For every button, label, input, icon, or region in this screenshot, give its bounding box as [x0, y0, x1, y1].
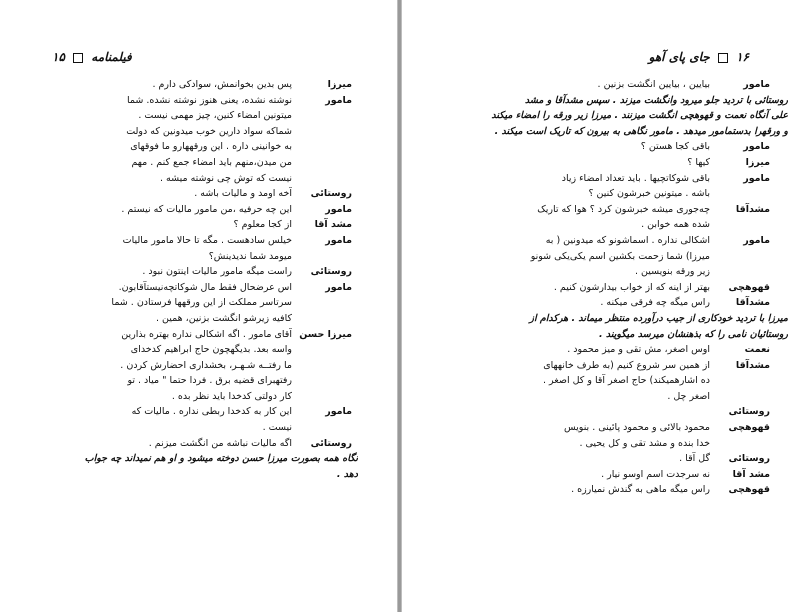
speaker-name: مامور: [743, 172, 770, 184]
speaker-name: روستائی: [310, 437, 352, 449]
dialogue-line: بیایین ، بیایین انگشت بزنین .: [597, 79, 710, 90]
dialogue-line: آقای مامور . اگه اشکالی نداره بهتره بذارین: [121, 328, 292, 340]
speaker-name: مامور: [743, 234, 770, 246]
left-page-number: ۱۵: [52, 50, 65, 64]
dialogue-line: نوشته نشده، یعنی هنوز نوشته نشده. شما: [126, 94, 292, 106]
speaker-name: روستائی: [310, 188, 352, 200]
dialogue-line: ده اشارهمیکند) حاج اصغر آقا و کل اصغر .: [543, 375, 710, 387]
dialogue-line: اوس اصغر، مش تقی و میز محمود .: [567, 344, 710, 356]
stage-direction-line: دهد .: [336, 468, 358, 480]
box-ornament-icon: [718, 53, 728, 63]
dialogue-row: [62, 404, 352, 435]
dialogue-line: باقی شوکاتچیها . باید تعداد امضاء زیاد: [561, 172, 710, 184]
dialogue-line: کیها ؟: [687, 156, 710, 168]
stage-direction-line: علی آنگاه نعمت و قهوهچی انگشت میزنند . میرزا زیر ورقه را امضاء میکند: [491, 110, 788, 122]
left-page-title: فیلمنامه: [91, 50, 132, 64]
dialogue-row: [480, 342, 770, 358]
speaker-name: روستائی: [310, 266, 352, 278]
dialogue-row: [480, 358, 770, 405]
dialogue-line: رفتهبرای قضیه برق . فردا حتما " میاد . تو: [127, 375, 292, 387]
dialogue-line: اس عرضحال فقط مال شوکاتچه‌نیستآقابون.: [118, 281, 292, 293]
speaker-name: مامور: [743, 141, 770, 153]
dialogue-line: نه سرجدت اسم اوسو نیار .: [601, 468, 710, 480]
dialogue-row: [62, 327, 352, 405]
dialogue-row: [62, 77, 352, 93]
dialogue-row: [480, 420, 770, 451]
dialogue-line: نیست .: [262, 422, 292, 434]
dialogue-row: [480, 467, 770, 483]
speaker-name: نعمت: [744, 344, 770, 356]
right-page-title: جای پای آهو: [648, 50, 710, 64]
dialogue-line: راست میگه مامور مالیات اینتون نبود .: [142, 266, 292, 278]
stage-direction-line: و ورقهرا بدستمامور میدهد . مامور نگاهی به بیرون که تاریک است میکند .: [494, 125, 788, 137]
dialogue-row: [62, 186, 352, 202]
dialogue-line: راس میگه ماهی به گندش نمیارزه .: [571, 484, 710, 496]
right-page-header: [442, 50, 749, 68]
dialogue-row: [62, 217, 352, 233]
dialogue-line: اشکالی نداره . اسماشونو که میدونین ( به: [545, 234, 710, 246]
dialogue-row: [62, 93, 352, 187]
dialogue-row: [62, 280, 352, 327]
dialogue-line: ما رفتــه شـهـر، بخشداری احضارش کردن .: [120, 359, 292, 371]
dialogue-line: میرزا) شما زحمت بکشین اسم یکی‌یکی شونو: [530, 250, 710, 262]
dialogue-row: [62, 233, 352, 264]
stage-direction-line: نگاه همه بصورت میرزا حسن دوخته میشود و او هم نمیداند چه جواب: [84, 453, 358, 465]
dialogue-line: باقی کجا هستن ؟: [640, 141, 710, 153]
dialogue-line: زیر ورقه بنویسین .: [635, 266, 710, 278]
left-page: [0, 0, 398, 612]
dialogue-line: [480, 404, 710, 420]
dialogue-line: این چه حرفیه ،من مامور مالیات که نیستم .: [121, 203, 292, 215]
dialogue-line: راس میگه چه فرقی میکنه .: [600, 297, 710, 309]
speaker-name: مشدآقا: [735, 359, 770, 371]
dialogue-line: سرتاسر مملکت از این ورقهها فرستادن . شما: [111, 297, 292, 309]
speaker-name: مامور: [325, 94, 352, 106]
speaker-name: مامور: [325, 406, 352, 418]
dialogue-row: [480, 202, 770, 233]
dialogue-row: [480, 451, 770, 467]
dialogue-line: کافیه زیرشو انگشت بزنین، همین .: [155, 312, 292, 324]
dialogue-line: شده همه خوابن .: [641, 219, 710, 231]
dialogue-line: اگه مالیات نباشه من انگشت میزنم .: [148, 437, 292, 449]
dialogue-row: [62, 202, 352, 218]
dialogue-line: به خوانینی داره . این ورقههارو ما فوقهای: [130, 141, 292, 153]
dialogue-row: [480, 280, 770, 296]
dialogue-line: از کجا معلوم ؟: [233, 219, 292, 231]
dialogue-line: نیست که توش چی نوشته میشه .: [159, 172, 292, 184]
dialogue-line: گل آقا .: [679, 453, 710, 465]
dialogue-row: [480, 77, 770, 93]
speaker-name: مامور: [325, 203, 352, 215]
speaker-name: روستائی: [728, 406, 770, 418]
speaker-name: میرزا: [745, 156, 770, 168]
dialogue-row: [480, 139, 770, 155]
dialogue-line: واسه بعد. بدیگهچون حاج ابراهیم کدخدای: [130, 344, 292, 356]
dialogue-line: خدا بنده و مشد تقی و کل یحیی .: [579, 437, 710, 449]
dialogue-row: [62, 436, 352, 452]
dialogue-row: [480, 404, 770, 420]
speaker-name: مامور: [325, 234, 352, 246]
dialogue-line: این کار به کدخدا ربطی نداره . مالیات که: [131, 406, 292, 418]
dialogue-line: آخه اومد و مالیات باشه .: [194, 188, 292, 200]
dialogue-line: چه‌جوری میشه خبرشون کرد ؟ هوا که تاریک: [537, 203, 710, 215]
box-ornament-icon: [73, 53, 83, 63]
speaker-name: مامور: [743, 79, 770, 90]
speaker-name: روستائی: [728, 453, 770, 465]
speaker-name: قهوهچی: [728, 484, 770, 496]
dialogue-line: خیلس سادهست . مگه تا حالا مامور مالیات: [122, 234, 292, 246]
speaker-name: مشد آقا: [732, 468, 770, 480]
dialogue-row: [480, 155, 770, 171]
dialogue-row: [480, 482, 770, 498]
dialogue-line: من میدن،منهم باید امضاء جمع کنم . مهم: [131, 156, 292, 168]
speaker-name: مشدآقا: [735, 203, 770, 215]
speaker-name: قهوهچی: [728, 422, 770, 434]
dialogue-line: پس بدین بخوانمش، سوادکی دارم .: [152, 79, 292, 90]
dialogue-line: اصغر چل .: [667, 390, 710, 402]
dialogue-line: میومد شما ندیدینش؟: [208, 250, 292, 262]
speaker-name: میرزا: [327, 79, 352, 90]
speaker-name: مشد آقا: [314, 219, 352, 231]
dialogue-row: [480, 171, 770, 202]
stage-direction-line: روستائی با تردید جلو میرود وانگشت میزند . سپس مشدآقا و مشد: [524, 94, 788, 106]
stage-direction-line: روستائیان نامی را که بذهنشان میرسد میگویند .: [598, 328, 788, 340]
speaker-name: میرزا حسن: [299, 328, 352, 340]
dialogue-line: محمود بالائی و محمود پائینی . بنویس: [564, 422, 710, 434]
speaker-name: مامور: [325, 281, 352, 293]
dialogue-line: کار دولتی کدخدا باید نظر بده .: [171, 390, 292, 402]
stage-direction-line: میرزا با تردید خودکاری از جیب درآورده منتظر میماند . هرکدام از: [529, 312, 788, 324]
right-page-body: [480, 77, 788, 498]
dialogue-line: باشه . میتونین خبرشون کنین ؟: [588, 188, 710, 200]
dialogue-row: [480, 233, 770, 280]
right-page: [401, 0, 801, 612]
dialogue-line: بهتر از اینه که از خواب بیدارشون کنیم .: [553, 281, 710, 293]
right-page-number: ۱۶: [736, 50, 749, 64]
speaker-name: مشدآقا: [735, 297, 770, 309]
left-page-body: [62, 77, 358, 482]
speaker-name: قهوهچی: [728, 281, 770, 293]
left-page-header: [52, 50, 357, 68]
dialogue-line: از همین سر شروع کنیم (به طرف خانههای: [543, 359, 710, 371]
dialogue-line: میتونین امضاء کنین، چیز مهمی نیست .: [138, 110, 292, 122]
dialogue-line: شماکه سواد دارین خوب میدونین که دولت: [126, 125, 292, 137]
dialogue-row: [62, 264, 352, 280]
dialogue-row: [480, 295, 770, 311]
